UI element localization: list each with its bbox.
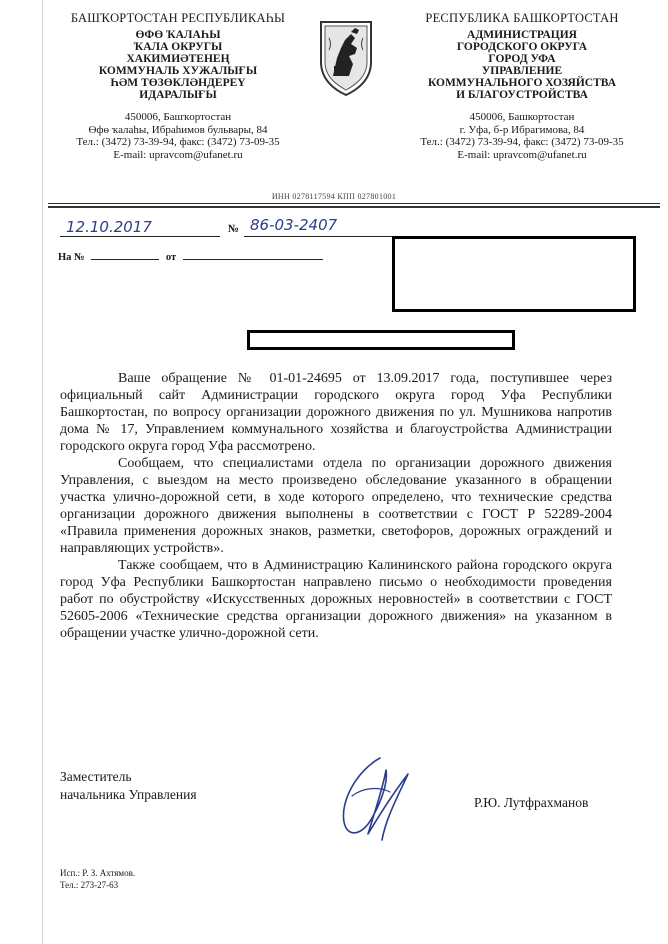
header-right-country: РЕСПУБЛИКА БАШКОРТОСТАН bbox=[425, 11, 619, 25]
body-paragraph: Сообщаем, что специалистами отдела по организации дорожного движения Управления, с выездом на место произведено обследование указанного в обращении участка улично-дорожной сети, в ходе которого определено, что технические средства организации дорожного движения выполнены в соответствии с ГОСТ Р 52289-2004 «Правила применения дорожных знаков, разметки, светофоров, дорожных ограждений и направляющих устройств». bbox=[60, 456, 612, 556]
outgoing-number: 86-03-2407 bbox=[250, 216, 338, 234]
header-right-address-line: 450006, Башкортостан bbox=[469, 111, 575, 123]
header-left-org-line: ҠАЛА ОКРУГЫ bbox=[133, 41, 223, 53]
header-right-org-line: АДМИНИСТРАЦИЯ bbox=[467, 29, 577, 41]
executor-info bbox=[60, 867, 135, 891]
signatory-title-line: Заместитель bbox=[60, 769, 132, 784]
handwritten-signature-icon bbox=[328, 752, 418, 847]
reference-ot-label: от bbox=[165, 252, 177, 263]
executor-phone: Тел.: 273-27-63 bbox=[60, 880, 119, 890]
reference-number-blank bbox=[91, 259, 159, 260]
signatory-title-line: начальника Управления bbox=[60, 787, 197, 802]
outgoing-date-number-row bbox=[60, 218, 400, 242]
header-right bbox=[384, 12, 660, 161]
letter-body bbox=[60, 370, 612, 642]
scan-edge-line bbox=[42, 0, 43, 944]
header-right-org-line: ГОРОД УФА bbox=[488, 53, 556, 65]
signatory-name: Р.Ю. Лутфрахманов bbox=[474, 795, 589, 810]
reference-na-label: На № bbox=[58, 252, 85, 263]
header-right-org bbox=[384, 29, 660, 101]
date-underline bbox=[60, 236, 220, 237]
header-right-address-line: Тел.: (3472) 73-39-94, факс: (3472) 73-09-35 bbox=[420, 136, 624, 148]
body-paragraph: Также сообщаем, что в Администрацию Калининского района городского округа город Уфа Республики Башкортостан направлено письмо о необходимости проведения работ по обустройству «Искусственных дорожных неровностей» в соответствии с ГОСТ 52605-2006 «Технические средства организации дорожного движения» на указанном в обращении участке улично-дорожной сети. bbox=[60, 558, 612, 641]
header-right-org-line: КОММУНАЛЬНОГО ХОЗЯЙСТВА bbox=[427, 77, 617, 89]
header-left-org-line: КОММУНАЛЬ ХУЖАЛЫҒЫ bbox=[98, 65, 258, 77]
header-left-address-line: Өфө ҡалаһы, Ибраһимов бульвары, 84 bbox=[88, 123, 268, 136]
header-right-org-line: ГОРОДСКОГО ОКРУГА bbox=[456, 41, 588, 53]
header-right-org-line: УПРАВЛЕНИЕ bbox=[481, 65, 563, 77]
header-right-address bbox=[384, 111, 660, 161]
header-left-org bbox=[48, 29, 308, 101]
header-rule-thin bbox=[48, 203, 660, 204]
reference-date-blank bbox=[183, 259, 323, 260]
number-underline bbox=[244, 236, 394, 237]
header-left-address-line: 450006, Башҡортостан bbox=[124, 111, 232, 123]
header-left-country: БАШҠОРТОСТАН РЕСПУБЛИКАҺЫ bbox=[70, 11, 286, 25]
header-left-org-line: ХАКИМИӘТЕНЕҢ bbox=[126, 53, 230, 65]
header-rule-thick bbox=[48, 206, 660, 208]
inn-kpp-line: ИНН 0278117594 КПП 027801001 bbox=[271, 192, 397, 201]
header-left-org-line: ӨФӨ ҠАЛАҺЫ bbox=[135, 29, 221, 41]
executor-name: Исп.: Р. З. Ахтямов. bbox=[60, 868, 136, 878]
header-right-address-line: г. Уфа, б-р Ибрагимова, 84 bbox=[459, 123, 585, 136]
header-right-address-line: E-mail: upravcom@ufanet.ru bbox=[457, 148, 587, 161]
header-left-org-line: ИДАРАЛЫҒЫ bbox=[139, 89, 217, 101]
coat-of-arms-icon bbox=[315, 18, 377, 98]
signatory-title bbox=[60, 768, 197, 804]
number-label: № bbox=[228, 223, 240, 235]
header-left-org-line: ҺӘМ ТӨЗӨКЛӘНДЕРЕҮ bbox=[110, 77, 246, 89]
header-left-address-line: Тел.: (3472) 73-39-94, факс: (3472) 73-09-35 bbox=[76, 136, 280, 148]
redacted-recipient-box bbox=[392, 236, 636, 312]
header-left-address bbox=[48, 111, 308, 161]
header-left bbox=[48, 12, 308, 161]
body-paragraph: Ваше обращение № 01-01-24695 от 13.09.2017 года, поступившее через официальный сайт Администрации городского округа город Уфа Республики Башкортостан, по вопросу организации дорожного движения по ул. Мушникова напротив дома № 17, Управлением коммунального хозяйства и благоустройства Администрации городского округа город Уфа рассмотрено. bbox=[60, 371, 612, 454]
header-left-address-line: E-mail: upravcom@ufanet.ru bbox=[113, 148, 243, 161]
outgoing-date: 12.10.2017 bbox=[66, 218, 152, 236]
reference-row bbox=[58, 252, 323, 263]
header-right-org-line: И БЛАГОУСТРОЙСТВА bbox=[456, 89, 588, 101]
redacted-salutation-box bbox=[247, 330, 515, 350]
